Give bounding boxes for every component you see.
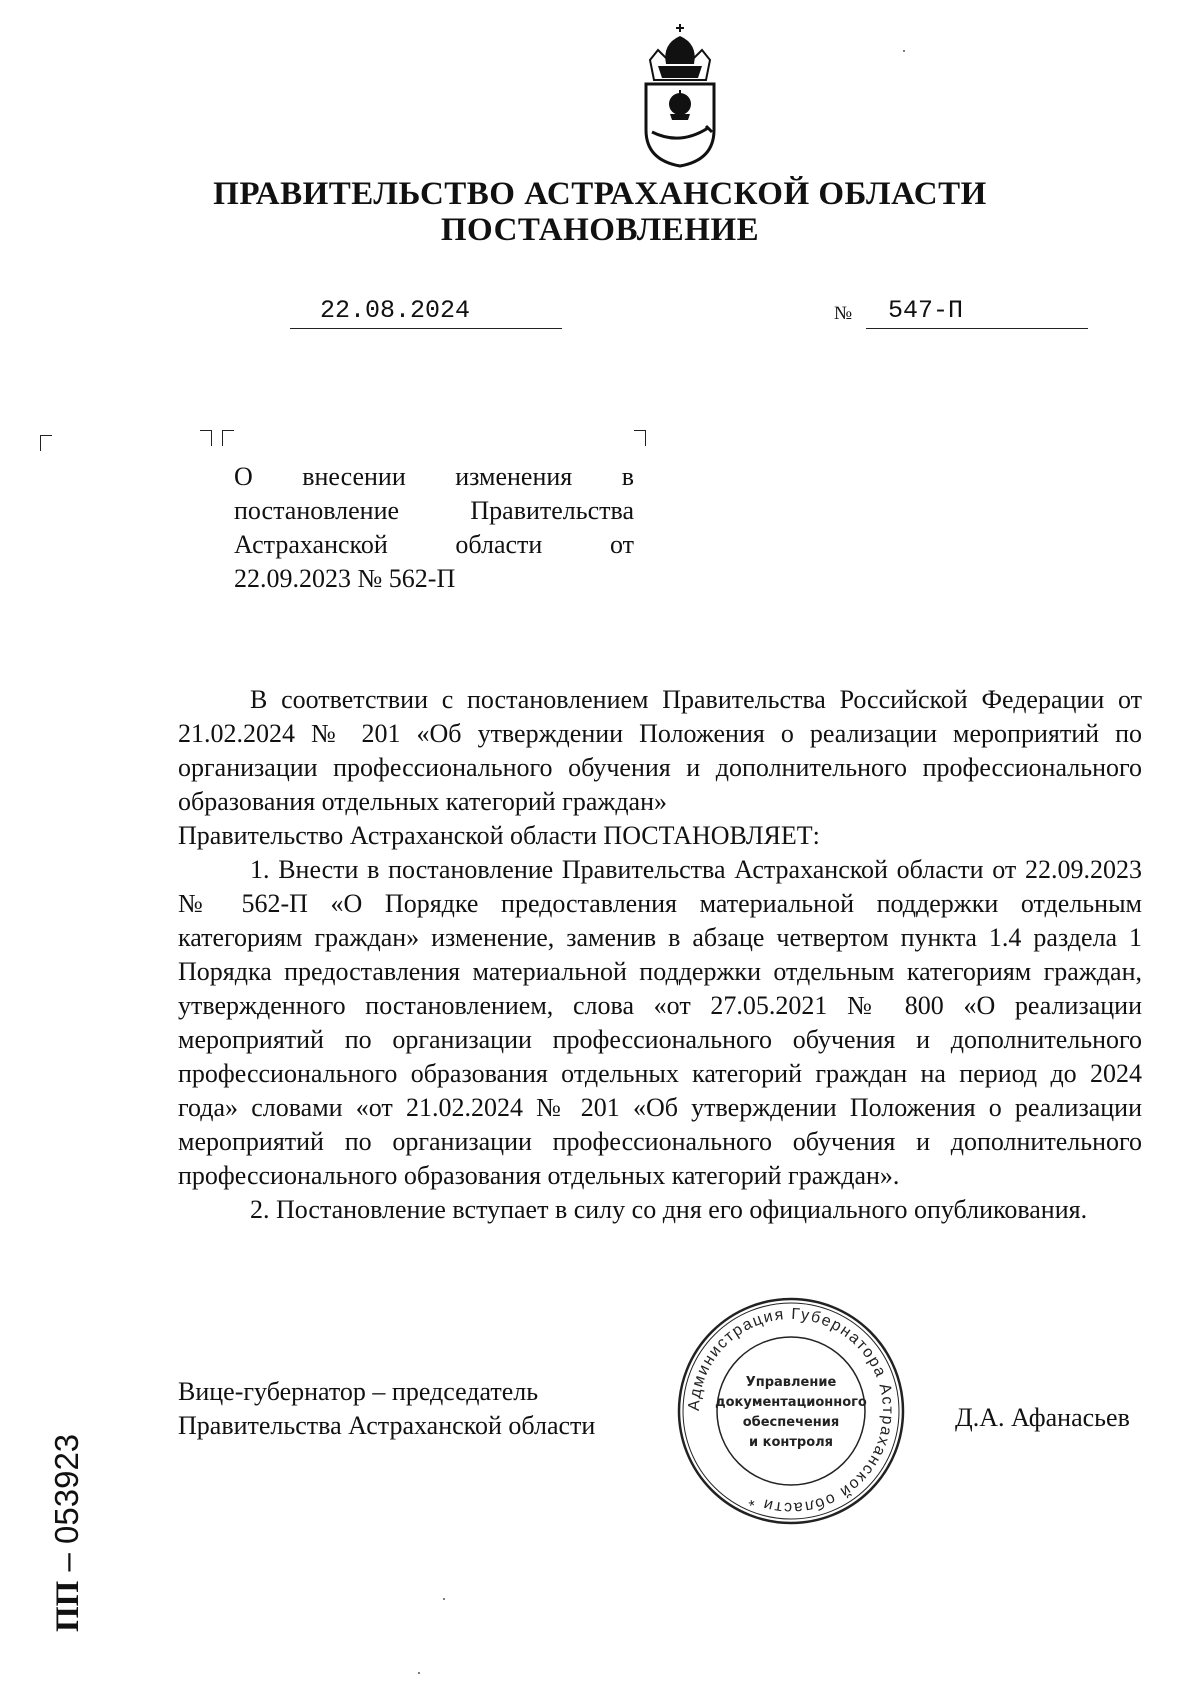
coat-of-arms-emblem [636,20,724,170]
stamp-center-line-2: документационного [715,1395,867,1410]
signatory-position-line-1: Вице-губернатор – председатель [178,1377,539,1406]
signatory-position-line-2: Правительства Астраханской области [178,1411,596,1440]
stamp-center-line-3: обеспечения [742,1415,840,1430]
item-2-paragraph: 2. Постановление вступает в силу со дня его официального опубликования. [250,1195,1088,1224]
stamp-center-line-1: Управление [745,1375,837,1390]
scan-speck [418,1672,420,1674]
number-sign: № [834,303,853,324]
document-number: 547-П [888,296,964,325]
document-body [178,683,1142,1227]
item-1-paragraph: 1. Внести в постановление Правительства Астраханской области от 22.09.2023 № 562-П «О Порядке предоставления материальной поддержки отдельным категориям граждан» изменение, заменив в абзаце четвертом пункта 1.4 раздела 1 Порядка предоставления материальной поддержки отдельным категориям граждан, утвержденного постановлением, слова «от 27.05.2021 № 800 «О реализации мероприятий по организации профессионального обучения и дополнительного профессионального образования отдельных категорий граждан на период до 2024 года» словами «от 21.02.2024 № 201 «Об утверждении Положения о реализации мероприятий по организации профессионального обучения и дополнительного профессионального образования отдельных категорий граждан». [178,855,1142,1190]
document-subject: О внесении изменения в постановление Правительства Астраханской области от 22.09.2023 № 562-П [234,462,634,593]
stamp-ring-text: Администрация Губернатора Астраханской области * [685,1305,897,1517]
scan-speck [903,50,905,52]
document-date: 22.08.2024 [320,296,471,325]
document-serial-code [48,1434,87,1632]
serial-code-number: – 053923 [48,1433,85,1581]
corner-mark-subject-right [634,430,646,446]
document-type-title: ПОСТАНОВЛЕНИЕ [440,212,760,248]
official-round-stamp [676,1296,906,1526]
document-date-field [290,296,562,329]
preamble-paragraph: В соответствии с постановлением Правительства Российской Федерации от 21.02.2024 № 201 «Об утверждении Положения о реализации мероприятий по организации профессионального обучения и дополнительного профессионального образования отдельных категорий граждан» [178,685,1142,816]
corner-mark-subject-right-of-left [200,430,212,446]
stamp-center-line-4: и контроля [748,1435,834,1450]
resolution-line: Правительство Астраханской области ПОСТАНОВЛЯЕТ: [178,821,820,850]
scan-speck [443,1598,445,1600]
organization-title: ПРАВИТЕЛЬСТВО АСТРАХАНСКОЙ ОБЛАСТИ [213,176,987,212]
serial-code-prefix: ПП [50,1580,86,1632]
corner-mark-subject-left [222,430,234,446]
signatory-position [178,1375,595,1443]
corner-mark-left [40,435,52,451]
signatory-name: Д.А. Афанасьев [955,1403,1130,1432]
document-number-field [866,296,1088,329]
